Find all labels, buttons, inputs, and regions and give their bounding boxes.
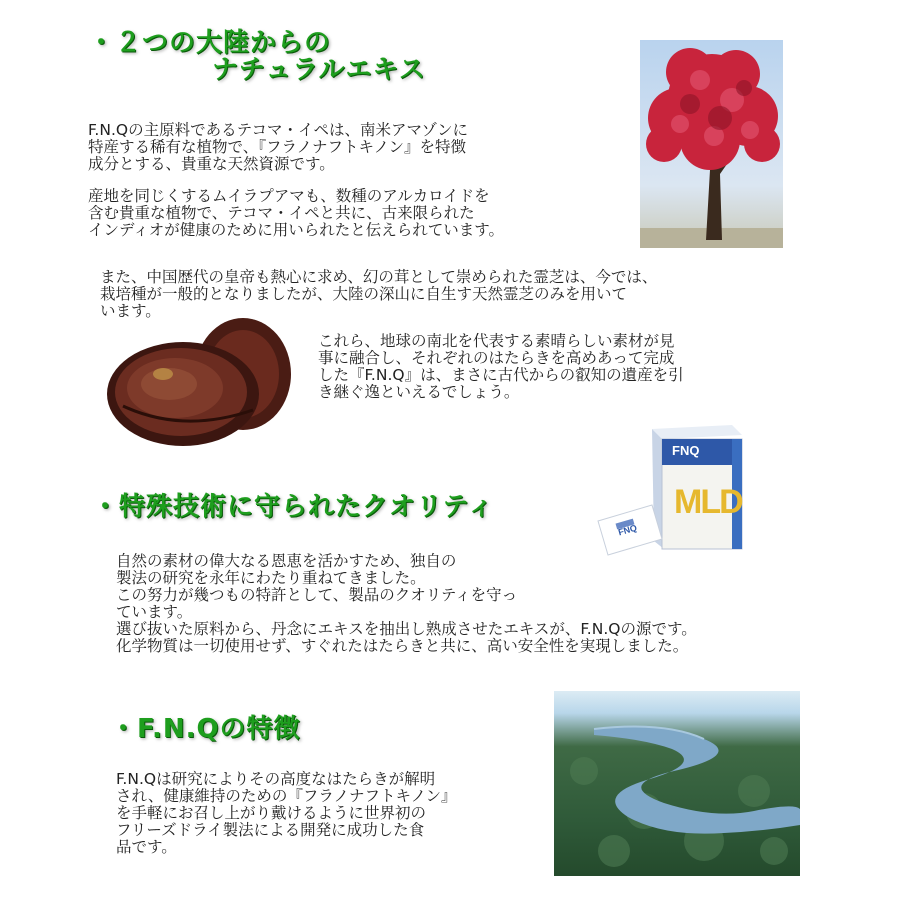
section3-paragraph: F.N.Qは研究によりその高度なはたらきが解明 され、健康維持のための『フラノナフトキノン』 を手軽にお召し上がり戴けるように世界初の フリーズドライ製法による開発に成功した食 品です。: [116, 770, 457, 856]
section1-paragraph-4: これら、地球の南北を代表する素晴らしい素材が見 事に融合し、それぞれのはたらきを高めあって完成 した『F.N.Q』は、まさに古代からの叡知の遺産を引 き継ぐ逸といえるでしょう。: [318, 332, 684, 401]
section1-paragraph-1: F.N.Qの主原料であるテコマ・イペは、南米アマゾンに 特産する稀有な植物で、『フラノナフトキノン』を特徴 成分とする、貴重な天然資源です。: [88, 121, 468, 173]
reishi-mushroom-image: [103, 314, 295, 452]
product-box-label: FNQ: [672, 443, 700, 458]
tecoma-ipe-tree-image: [640, 40, 783, 248]
product-box-logo: MLD: [674, 483, 742, 521]
sachet-label: FNQ: [616, 522, 639, 538]
section1-heading-line1: ・２つの大陸からの: [88, 28, 332, 58]
section1-paragraph-3: また、中国歴代の皇帝も熱心に求め、幻の茸として崇められた霊芝は、今では、 栽培種が一般的となりましたが、大陸の深山に自生す天然霊芝のみを用いて います。: [100, 268, 658, 320]
section2-paragraph: 自然の素材の偉大なる恩恵を活かすため、独自の 製法の研究を永年にわたり重ねてきました。 この努力が幾つもの特許として、製品のクオリティを守っ ています。 選び抜いた原料から、丹念にエキスを抽出し熟成させたエキスが、F.N.Qの源です。 化学物質は一切使用せず、すぐれたはたらきと共に、高い安全性を実現しました。: [116, 552, 697, 655]
section1-heading-line2: ナチュラルエキス: [212, 55, 426, 85]
section3-heading: ・F.N.Qの特徴: [110, 714, 301, 744]
fnq-product-box-image: [592, 421, 754, 556]
section2-heading: ・特殊技術に守られたクオリティ: [92, 492, 495, 522]
amazon-river-image: [554, 691, 800, 876]
section1-paragraph-2: 産地を同じくするムイラプアマも、数種のアルカロイドを 含む貴重な植物で、テコマ・イペと共に、古来限られた インディオが健康のために用いられたと伝えられています。: [88, 187, 505, 239]
